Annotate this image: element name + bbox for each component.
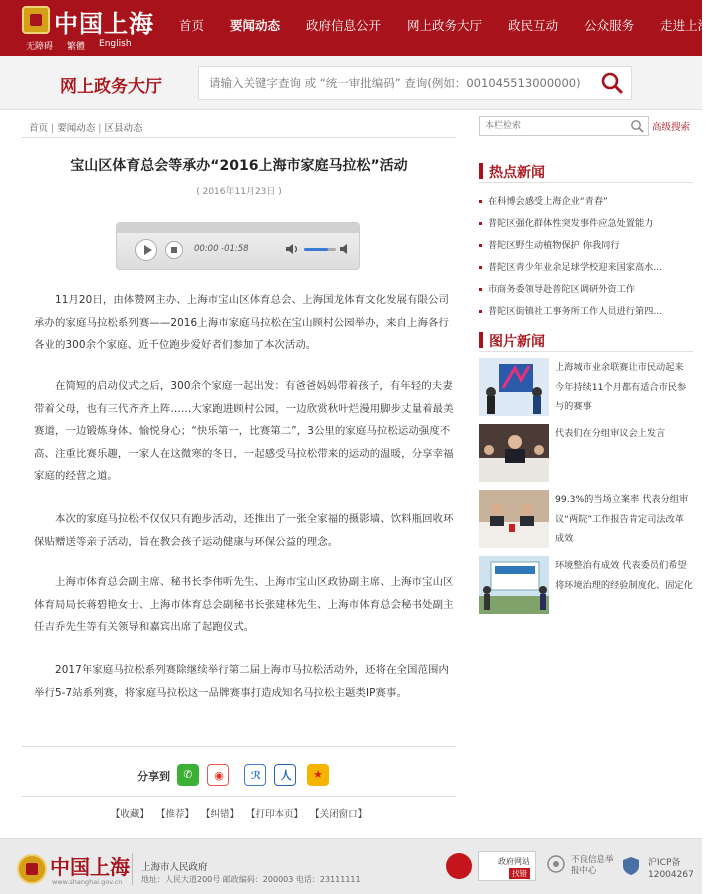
renren-icon[interactable]: 人 bbox=[274, 764, 296, 786]
report-center-link[interactable]: 不良信息举报中心 bbox=[571, 855, 614, 876]
people-icon[interactable]: ℛ bbox=[244, 764, 266, 786]
main-nav bbox=[166, 0, 723, 56]
accessibility-link[interactable]: 无障碍 bbox=[26, 42, 54, 52]
hot-news-item[interactable]: 在科博会感受上海企业“青春” bbox=[479, 193, 693, 207]
article-date: ( 2016年11月23日 ) bbox=[196, 187, 282, 197]
photo-caption: 上海城市业余联赛让市民动起来 今年持续11个月都有适合市民参与的赛事 bbox=[555, 362, 687, 412]
breadcrumb: 首页 | 要闻动态 | 区县动态 bbox=[29, 123, 143, 134]
photo-news-item[interactable] bbox=[479, 556, 693, 616]
divider bbox=[22, 137, 456, 138]
traditional-chinese-link[interactable]: 繁體 bbox=[67, 42, 86, 52]
photo-caption: 99.3%的当场立案率 代表分组审议“两院”工作报告肯定司法改革成效 bbox=[555, 494, 689, 544]
hall-search bbox=[198, 66, 632, 100]
column-search bbox=[479, 116, 649, 136]
current-time: 00:00 bbox=[194, 244, 219, 254]
icp-shield-icon bbox=[622, 856, 640, 876]
close-window-link[interactable]: 【关闭窗口】 bbox=[310, 809, 368, 820]
volume-max-icon[interactable] bbox=[340, 243, 350, 255]
divider bbox=[22, 746, 456, 747]
article-paragraph: 上海市体育总会副主席、秘书长李伟听先生、上海市宝山区政协副主席、上海市宝山区体育局局长蒋碧艳女士、上海市体育总会副秘书长张建林先生、上海市体育总会秘书处副主任吉乔先生等有关领导和嘉宾出席了起跑仪式。 bbox=[34, 576, 454, 633]
hot-news-title: 热点新闻 bbox=[489, 165, 545, 181]
nav-public-service[interactable]: 公众服务 bbox=[584, 18, 635, 33]
remaining-time: -01:58 bbox=[221, 244, 249, 254]
article-paragraph: 2017年家庭马拉松系列赛除继续举行第二届上海市马拉松活动外，还将在全国范围内举行5-7站系列赛，将家庭马拉松这一品牌赛事打造成知名马拉松主题类IP赛事。 bbox=[34, 664, 450, 699]
service-hall-bar bbox=[0, 56, 702, 110]
footer-address: 地址：人民大道200号 邮政编码：200003 电话：23111111 bbox=[141, 875, 361, 884]
advanced-search-link[interactable]: 高级搜索 bbox=[652, 122, 691, 133]
breadcrumb-district[interactable]: 区县动态 bbox=[104, 123, 143, 134]
shanghai-emblem-icon[interactable] bbox=[22, 6, 50, 34]
photo-news-item[interactable] bbox=[479, 358, 693, 418]
top-header bbox=[0, 0, 711, 56]
english-link[interactable]: English bbox=[99, 39, 132, 49]
article-paragraph: 在简短的启动仪式之后，300余个家庭一起出发：有爸爸妈妈带着孩子，有年轻的夫妻带着父母，也有三代齐齐上阵……大家跑进顾村公园，一边欣赏秋叶烂漫用脚步丈量着最美赛道，一边锻炼身体、愉悦身心；“快乐第一，比赛第二”，3公里的家庭马拉松运动强度不高、注重比赛乐趣，一家人在这微寒的冬日，一起感受马拉松带来的运动的温暖，分享幸福家庭的经营之道。 bbox=[34, 380, 454, 482]
search-icon[interactable] bbox=[599, 71, 625, 95]
footer-url: www.shanghai.gov.cn bbox=[52, 878, 123, 886]
volume-slider[interactable] bbox=[304, 248, 336, 251]
photo-thumbnail[interactable] bbox=[479, 358, 549, 416]
photo-thumbnail[interactable] bbox=[479, 424, 549, 482]
print-link[interactable]: 【打印本页】 bbox=[246, 809, 304, 820]
shanghai-emblem-icon bbox=[17, 854, 47, 884]
nav-interaction[interactable]: 政民互动 bbox=[508, 18, 559, 33]
section-bar bbox=[479, 332, 483, 348]
nav-home[interactable]: 首页 bbox=[179, 18, 205, 33]
favorite-link[interactable]: 【收藏】 bbox=[110, 809, 149, 820]
breadcrumb-home[interactable]: 首页 bbox=[29, 123, 49, 134]
volume-icon[interactable] bbox=[285, 243, 299, 255]
nav-online-hall[interactable]: 网上政务大厅 bbox=[407, 18, 483, 33]
recommend-link[interactable]: 【推荐】 bbox=[155, 809, 194, 820]
party-emblem-icon[interactable] bbox=[446, 853, 472, 879]
player-top bbox=[117, 223, 359, 233]
article-title: 宝山区体育总会等承办“2016上海市家庭马拉松”活动 bbox=[70, 158, 408, 174]
footer-organization: 上海市人民政府 bbox=[141, 862, 208, 873]
hall-search-input[interactable] bbox=[199, 67, 589, 99]
photo-news-title: 图片新闻 bbox=[489, 334, 545, 350]
photo-news-item[interactable] bbox=[479, 424, 693, 484]
hot-news-item[interactable]: 普陀区野生动植物保护 你我同行 bbox=[479, 237, 693, 251]
nav-about-shanghai[interactable]: 走进上海 bbox=[660, 18, 711, 33]
photo-news-item[interactable] bbox=[479, 490, 693, 550]
hot-news-item[interactable]: 市商务委领导赴普陀区调研外资工作 bbox=[479, 281, 693, 295]
audio-player bbox=[116, 222, 360, 270]
breadcrumb-news[interactable]: 要闻动态 bbox=[57, 123, 96, 134]
report-error-link[interactable]: 【纠错】 bbox=[200, 809, 239, 820]
photo-caption: 环境整治有成效 代表委员们希望将环境治理的经验制度化、固定化 bbox=[555, 560, 693, 591]
icp-record[interactable]: 沪ICP备12004267 bbox=[648, 858, 694, 880]
section-bar bbox=[479, 163, 483, 179]
photo-caption: 代表们在分组审议会上发言 bbox=[555, 428, 666, 439]
gov-site-label: 政府网站 bbox=[498, 857, 530, 866]
photo-news-header bbox=[479, 328, 693, 352]
hot-news-item[interactable]: 普陀区街镇社工事务所工作人员进行第四... bbox=[479, 303, 693, 317]
accessibility-links bbox=[26, 39, 132, 52]
gov-site-error-badge[interactable] bbox=[478, 851, 536, 881]
divider bbox=[22, 796, 456, 797]
play-icon[interactable] bbox=[135, 239, 157, 261]
article-paragraph: 本次的家庭马拉松不仅仅只有跑步活动，还推出了一张全家福的摄影墙、饮料瓶回收环保贴赠送等亲子活动，旨在教会孩子运动健康与环保公益的理念。 bbox=[34, 513, 454, 548]
report-center-icon[interactable] bbox=[546, 854, 566, 874]
nav-gov-info[interactable]: 政府信息公开 bbox=[306, 18, 382, 33]
footer-logo[interactable]: 中国上海 bbox=[50, 855, 130, 879]
photo-thumbnail[interactable] bbox=[479, 556, 549, 614]
volume-level bbox=[304, 248, 328, 251]
qzone-icon[interactable]: ★ bbox=[307, 764, 329, 786]
photo-thumbnail[interactable] bbox=[479, 490, 549, 548]
footer-divider bbox=[132, 853, 133, 885]
stop-icon[interactable] bbox=[165, 241, 183, 259]
nav-news[interactable]: 要闻动态 bbox=[230, 18, 281, 33]
article-tools bbox=[22, 806, 456, 820]
site-logo[interactable]: 中国上海 bbox=[54, 10, 154, 38]
service-hall-title[interactable]: 网上政务大厅 bbox=[60, 77, 162, 97]
wechat-icon[interactable]: ✆ bbox=[177, 764, 199, 786]
hot-news-header bbox=[479, 159, 693, 183]
hot-news-item[interactable]: 普陀区强化群体性突发事件应急处置能力 bbox=[479, 215, 693, 229]
share-label: 分享到 bbox=[137, 770, 170, 783]
find-error-label: 找错 bbox=[509, 868, 530, 879]
hot-news-item[interactable]: 普陀区青少年业余足球学校迎来国家高水... bbox=[479, 259, 693, 273]
column-search-input[interactable] bbox=[480, 117, 628, 135]
weibo-icon[interactable]: ◉ bbox=[207, 764, 229, 786]
search-icon[interactable] bbox=[630, 119, 644, 133]
article-paragraph: 11月20日，由体赞网主办、上海市宝山区体育总会、上海国龙体育文化发展有限公司承办的家庭马拉松系列赛——2016上海市家庭马拉松在宝山顾村公园举办，来自上海各行各业的300余个家庭、近千位跑步爱好者们参加了本次活动。 bbox=[34, 294, 450, 351]
